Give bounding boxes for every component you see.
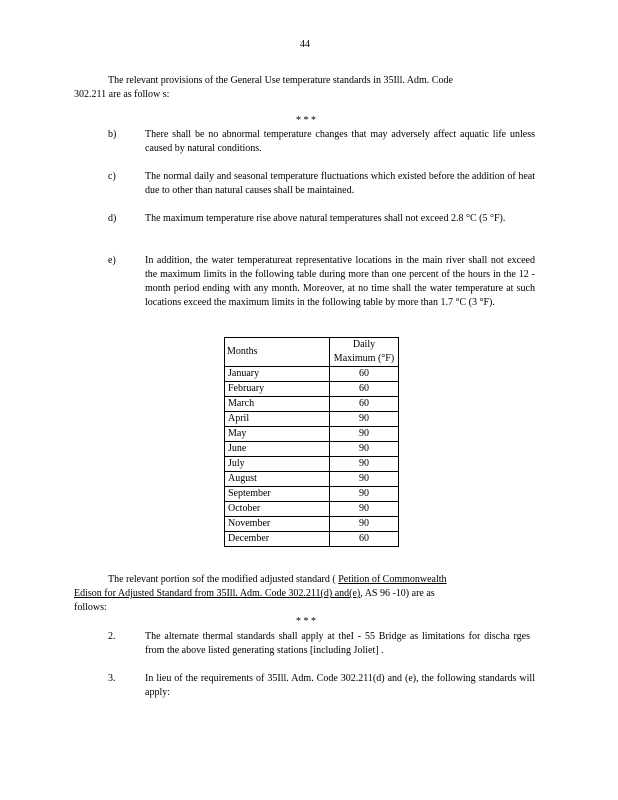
table-row: [225, 457, 399, 472]
list-item-text: In addition, the water temperatureat representative locations in the main river shall not exceed the maximum limits in the following table during more than one percent of the hours in the 12 -month period ending with any month. Moreover, at no time shall the water temperature at such locations exceed the maximum limits in the following table by more than 1.7 °C (3 °F).: [145, 255, 535, 308]
table-row: [225, 532, 399, 547]
intro2-line3: follows:: [74, 602, 107, 613]
page-number: 44: [300, 39, 310, 50]
ellipsis-stars: * * *: [296, 115, 316, 126]
list-item-marker: c): [108, 171, 116, 182]
list-item-text: The maximum temperature rise above natural temperatures shall not exceed 2.8 °C (5 °F).: [145, 213, 506, 224]
table-row: [225, 472, 399, 487]
months-column-header: Months: [225, 338, 330, 367]
daily-maximum-cell: 90: [330, 502, 399, 517]
daily-maximum-cell: 90: [330, 472, 399, 487]
daily-maximum-cell: 90: [330, 427, 399, 442]
month-cell: March: [225, 397, 330, 412]
list-item-marker: b): [108, 129, 117, 140]
list-item-text: The normal daily and seasonal temperature fluctuations which existed before the addition of heat due to other than natural causes shall be maintained.: [145, 171, 535, 196]
table-row: [225, 502, 399, 517]
daily-maximum-cell: 90: [330, 517, 399, 532]
docket-reference: , AS 96 -10) are as: [360, 588, 435, 599]
month-cell: January: [225, 367, 330, 382]
intro-paragraph-line1: The relevant provisions of the General Use temperature standards in 35Ill. Adm. Code: [108, 75, 453, 86]
table-row: [225, 517, 399, 532]
intro2-line2: [74, 587, 435, 601]
intro2-prefix: The relevant portion sof the modified adjusted standard (: [108, 574, 336, 585]
temperature-limits-table: [224, 337, 399, 547]
table-row: [225, 442, 399, 457]
daily-maximum-cell: 60: [330, 367, 399, 382]
table-row: [225, 487, 399, 502]
table-row: [225, 382, 399, 397]
table-row: [225, 427, 399, 442]
daily-maximum-cell: 60: [330, 397, 399, 412]
daily-maximum-cell: 60: [330, 382, 399, 397]
month-cell: July: [225, 457, 330, 472]
daily-maximum-cell: 90: [330, 487, 399, 502]
month-cell: June: [225, 442, 330, 457]
list-item-text: There shall be no abnormal temperature changes that may adversely affect aquatic life unless caused by natural conditions.: [145, 129, 535, 154]
month-cell: February: [225, 382, 330, 397]
list-item-marker: d): [108, 213, 117, 224]
daily-maximum-cell: 60: [330, 532, 399, 547]
petition-title-part2: Edison for Adjusted Standard from 35Ill. Adm. Code 302.211(d) and(e): [74, 588, 361, 599]
table-row: [225, 367, 399, 382]
month-cell: April: [225, 412, 330, 427]
table-row: [225, 412, 399, 427]
list-item-marker: e): [108, 255, 116, 266]
daily-maximum-cell: 90: [330, 412, 399, 427]
petition-title-part1: Petition of Commonwealth: [338, 574, 447, 585]
table-header-row: [225, 338, 399, 367]
daily-maximum-column-header: Daily Maximum (°F): [330, 338, 399, 367]
daily-maximum-cell: 90: [330, 457, 399, 472]
list-item-text: In lieu of the requirements of 35Ill. Adm. Code 302.211(d) and (e), the following standards will apply:: [145, 673, 535, 698]
daily-maximum-cell: 90: [330, 442, 399, 457]
intro-paragraph-line2: 302.211 are as follow s:: [74, 89, 170, 100]
month-cell: December: [225, 532, 330, 547]
month-cell: September: [225, 487, 330, 502]
list-item-marker: 2.: [108, 631, 116, 642]
month-cell: August: [225, 472, 330, 487]
list-item-marker: 3.: [108, 673, 116, 684]
intro2-line1: [108, 573, 513, 587]
ellipsis-stars: * * *: [296, 616, 316, 627]
month-cell: November: [225, 517, 330, 532]
month-cell: May: [225, 427, 330, 442]
table-row: [225, 397, 399, 412]
list-item-text: The alternate thermal standards shall apply at theI - 55 Bridge as limitations for discha rges from the above listed generating stations [including Joliet] .: [145, 631, 530, 656]
month-cell: October: [225, 502, 330, 517]
